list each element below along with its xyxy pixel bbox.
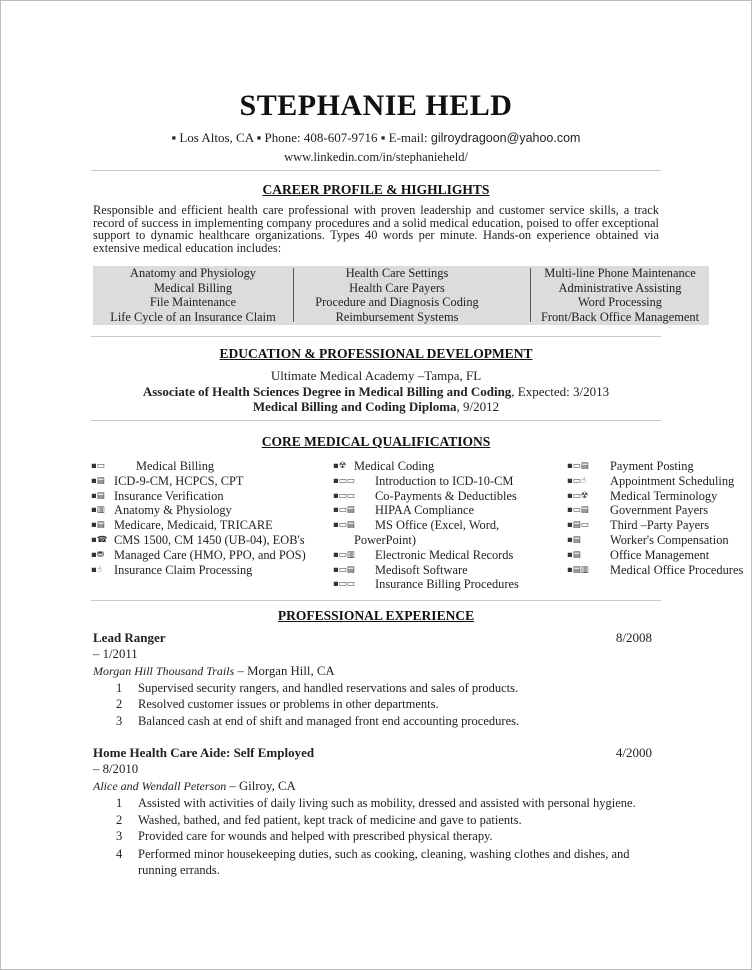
- qualification-item: [567, 474, 747, 489]
- qualification-text: Insurance Claim Processing: [114, 562, 253, 577]
- qualification-text: HIPAA Compliance: [375, 503, 475, 518]
- divider: [91, 336, 661, 337]
- document-icon: ▪▤▥: [567, 564, 589, 575]
- skill-item: File Maintenance: [149, 295, 237, 310]
- qualification-text: Appointment Scheduling: [610, 473, 735, 488]
- folder-icon: ▪▭▤: [333, 564, 355, 575]
- qualifications-heading: CORE MEDICAL QUALIFICATIONS: [261, 434, 491, 449]
- qualification-item: [333, 548, 553, 563]
- qualification-item: [567, 503, 747, 518]
- duty-text-continued: running errands.: [138, 863, 220, 877]
- diploma-title: Medical Billing and Coding Diploma: [252, 399, 457, 414]
- book-icon: ▪▥: [91, 505, 105, 516]
- job-end-date: – 8/2010: [93, 762, 139, 776]
- skills-column: [297, 266, 497, 325]
- duty-number: 2: [116, 697, 123, 711]
- skill-item: Life Cycle of an Insurance Claim: [110, 309, 276, 324]
- experience-heading: PROFESSIONAL EXPERIENCE: [277, 608, 475, 623]
- qualification-item: [567, 518, 747, 533]
- skills-highlight-grid: [93, 266, 709, 325]
- qualification-item: [333, 563, 553, 578]
- qualifications-column: [567, 459, 747, 577]
- candidate-name: STEPHANIE HELD: [239, 89, 513, 122]
- employer-line: [93, 664, 335, 679]
- divider: [91, 170, 661, 171]
- employer-location: – Morgan Hill, CA: [234, 664, 335, 678]
- qualification-text: Medisoft Software: [375, 562, 468, 577]
- document-icon: ▪▤: [567, 549, 581, 560]
- folder-icon: ▪▭▤: [567, 461, 589, 471]
- qualification-text: Medical Coding: [354, 459, 435, 473]
- skill-item: Health Care Settings: [345, 266, 449, 280]
- qualification-text: MS Office (Excel, Word,: [375, 518, 500, 533]
- job-start-date: 4/2000: [615, 745, 652, 760]
- qualification-text: CMS 1500, CM 1450 (UB-04), EOB's: [114, 532, 305, 547]
- profile-summary: [93, 204, 659, 254]
- qualification-item: [91, 532, 305, 548]
- skill-item: Administrative Assisting: [558, 280, 682, 295]
- qualification-text: PowerPoint): [354, 532, 416, 547]
- qualification-item: [333, 518, 553, 533]
- folder-icon: ▪▭▭: [333, 475, 355, 486]
- qualification-text: Electronic Medical Records: [375, 547, 514, 562]
- qualification-item: [567, 489, 747, 504]
- skill-item: Multi-line Phone Maintenance: [544, 266, 696, 280]
- employer-location: – Gilroy, CA: [226, 779, 296, 793]
- skill-item: Word Processing: [577, 295, 662, 310]
- qualification-text: Medical Terminology: [610, 488, 718, 503]
- duty-number: 1: [116, 681, 123, 695]
- employer-name: Morgan Hill Thousand Trails: [93, 664, 235, 678]
- skill-item: Medical Billing: [153, 280, 233, 295]
- document-icon: ▪▤: [91, 520, 105, 531]
- employer-name: Alice and Wendall Peterson: [93, 779, 227, 793]
- duty-text: Washed, bathed, and fed patient, kept track of medicine and gave to patients.: [138, 813, 522, 827]
- skill-item: Health Care Payers: [349, 280, 445, 295]
- skill-item: Anatomy and Physiology: [130, 266, 256, 280]
- folder-icon: ▪▭☢: [567, 490, 589, 501]
- website-link[interactable]: www.linkedin.com/in/stephanieheld/: [284, 150, 468, 164]
- contact-line: [0, 130, 752, 146]
- folder-icon: ▪▭▥: [333, 549, 355, 560]
- contact-details: ▪ Los Altos, CA ▪ Phone: 408-607-9716 ▪ E-mail:: [171, 130, 431, 145]
- degree-line: [0, 384, 752, 400]
- profile-line: extensive medical education includes:: [93, 240, 282, 255]
- qualification-item: [91, 459, 291, 474]
- job-title: Lead Ranger: [93, 630, 166, 645]
- education-heading: EDUCATION & PROFESSIONAL DEVELOPMENT: [219, 346, 533, 361]
- degree-date: , Expected: 3/2013: [511, 384, 610, 399]
- divider: [91, 420, 661, 421]
- qualification-item: [333, 503, 553, 518]
- qualification-item: [91, 518, 291, 533]
- qualification-item: [91, 489, 291, 504]
- skill-item: Procedure and Diagnosis Coding: [315, 295, 479, 310]
- duty-number: 3: [116, 714, 123, 728]
- folder-icon: ▪▭▭: [333, 579, 355, 590]
- folder-icon: ▪▭☝: [567, 475, 586, 486]
- skill-item: Reimbursement Systems: [335, 309, 459, 324]
- duty-number: 2: [116, 813, 123, 827]
- qualification-text: Medical Office Procedures: [610, 562, 744, 577]
- duty-text: Provided care for wounds and helped with prescribed physical therapy.: [138, 829, 493, 843]
- qualification-text: Introduction to ICD-10-CM: [375, 473, 514, 488]
- qualification-text: Worker's Compensation: [610, 532, 729, 547]
- document-icon: ▪▭: [91, 461, 105, 471]
- document-icon: ▪▤▭: [567, 520, 589, 531]
- folder-icon: ▪▭▤: [333, 520, 355, 531]
- qualification-item: [333, 489, 553, 504]
- employer-line: [93, 779, 296, 794]
- degree-title: Associate of Health Sciences Degree in Medical Billing and Coding: [142, 384, 512, 399]
- duty-number: 1: [116, 796, 123, 810]
- qualification-text: Medical Billing: [136, 459, 215, 473]
- duty-number: 3: [116, 829, 123, 843]
- duty-text: Performed minor housekeeping duties, such as cooking, cleaning, washing clothes and dishes, and: [138, 847, 630, 861]
- qualification-text: Insurance Verification: [114, 488, 224, 503]
- qualification-item: [567, 459, 747, 474]
- duty-text: Supervised security rangers, and handled reservations and sales of products.: [138, 681, 519, 695]
- qualification-text: Insurance Billing Procedures: [375, 577, 519, 592]
- qualification-item: [91, 547, 306, 563]
- duty-text: Assisted with activities of daily living such as mobility, dressed and assisted with personal hygiene.: [138, 796, 636, 810]
- qualification-item: [567, 533, 747, 548]
- qualification-item: [333, 459, 553, 474]
- diploma-line: [0, 399, 752, 415]
- column-divider: [293, 268, 294, 322]
- document-icon: ▪▤: [567, 534, 581, 545]
- database-icon: ▪⛃: [91, 549, 104, 560]
- qualification-text: Government Payers: [610, 503, 709, 518]
- duty-number: 4: [116, 847, 123, 861]
- qualification-item: [567, 563, 747, 578]
- duty-text: Resolved customer issues or problems in other departments.: [138, 697, 439, 711]
- email-link[interactable]: gilroydragoon@yahoo.com: [430, 131, 581, 145]
- duty-text: Balanced cash at end of shift and managed front end accounting procedures.: [138, 714, 520, 728]
- career-profile-heading: CAREER PROFILE & HIGHLIGHTS: [262, 182, 490, 197]
- folder-icon: ▪▭▤: [567, 505, 589, 516]
- document-icon: ▪▤: [91, 490, 105, 501]
- divider: [91, 600, 661, 601]
- pointer-icon: ▪☝: [91, 564, 102, 575]
- qualification-item: [333, 577, 553, 592]
- skills-column: [531, 266, 709, 325]
- qualifications-column: [91, 459, 306, 577]
- qualification-item: [91, 563, 291, 578]
- qualification-text: Medicare, Medicaid, TRICARE: [114, 518, 273, 533]
- profile-line: Responsible and efficient health care professional with proven leadership and customer service skills, a track: [93, 203, 659, 217]
- qualification-text: Office Management: [610, 547, 710, 562]
- phone-icon: ▪☎: [91, 534, 108, 545]
- qualification-item: [91, 474, 291, 489]
- qualification-text: Anatomy & Physiology: [114, 503, 232, 518]
- skill-item: Front/Back Office Management: [540, 309, 700, 324]
- job-end-date: – 1/2011: [93, 647, 138, 661]
- folder-icon: ▪▭▭: [333, 490, 355, 501]
- school-name: Ultimate Medical Academy –Tampa, FL: [270, 368, 482, 383]
- qualifications-column: [333, 459, 553, 592]
- qualification-item: [91, 503, 291, 518]
- folder-icon: ▪▭▤: [333, 505, 355, 516]
- qualification-text: ICD-9-CM, HCPCS, CPT: [114, 473, 244, 488]
- qualification-text: Third –Party Payers: [610, 518, 710, 533]
- diploma-date: , 9/2012: [456, 399, 500, 414]
- qualification-item-continued: [333, 533, 553, 548]
- qualification-text: Managed Care (HMO, PPO, and POS): [114, 547, 306, 562]
- qualification-item: [567, 548, 747, 563]
- profile-line: record of success in implementing company procedures and a solid medical education, poised to offer exceptional: [93, 215, 659, 230]
- qualification-item: [333, 474, 553, 489]
- skills-column: [93, 266, 293, 325]
- medical-icon: ▪☢: [333, 461, 347, 471]
- qualification-text: Co-Payments & Deductibles: [375, 488, 517, 503]
- document-icon: ▪▤: [91, 475, 105, 486]
- qualification-text: Payment Posting: [610, 459, 694, 473]
- job-title: Home Health Care Aide: Self Employed: [93, 745, 315, 760]
- job-start-date: 8/2008: [615, 630, 652, 645]
- profile-line: support to dynamic healthcare organizations. Types 40 words per minute. Hands-on experience obtained via: [93, 228, 659, 243]
